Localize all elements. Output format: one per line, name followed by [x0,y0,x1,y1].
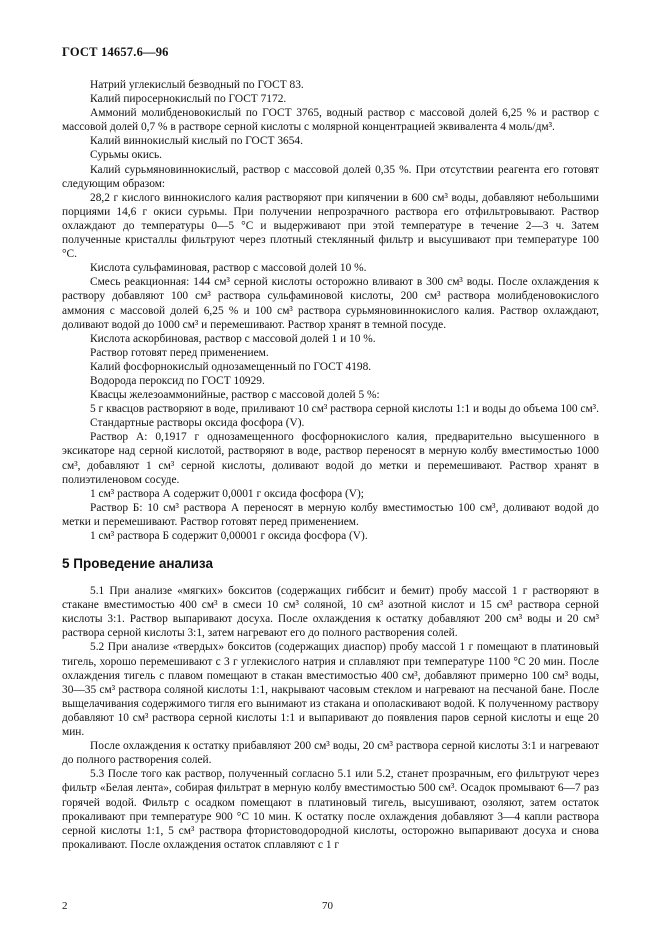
document-header: ГОСТ 14657.6—96 [62,45,169,59]
section-paragraph: 5.3 После того как раствор, полученный согласно 5.1 или 5.2, станет прозрачным, его фильтруют через фильтр «Белая лента», собирая фильтрат в мерную колбу вместимостью 500 см³. Осадок промывают 6—7 раз горячей водой. Фильтр с осадком помещают в платиновый тигель, высушивают, озоляют, затем остаток прокаливают при температуре 900 °С 10 мин. К остатку после охлаждения добавляют 3—4 капли раствора серной кислоты 1:1, 5 см³ раствора фтористоводородной кислоты, осторожно выпаривают досуха и снова прокаливают. После охлаждения остаток сплавляют с 1 г [62,768,599,851]
paragraph: 28,2 г кислого виннокислого калия растворяют при кипячении в 600 см³ воды, добавляют небольшими порциями 14,6 г окиси сурьмы. При получении непрозрачного раствора его отфильтровывают. Раствор охлаждают до температуры 0—5 °С и выдерживают при этой температуре в течение 2—3 ч. Затем полученные кристаллы фильтруют через плотный стеклянный фильтр и высушивают при температуре 100 °С. [62,191,599,261]
paragraph: 1 см³ раствора А содержит 0,0001 г оксида фосфора (V); [90,487,364,500]
paragraph: Сурьмы окись. [90,149,163,162]
paragraph: Смесь реакционная: 144 см³ серной кислоты осторожно вливают в 300 см³ воды. После охлаждения к раствору добавляют 100 см³ раствора сульфаминовой кислоты, 200 см³ раствора молибденовокислого аммония с массовой долей 6,25 % и 100 см³ раствора сурьмяновиннокислого калия. Раствор охлаждают, доливают водой до 1000 см³ и перемешивают. Раствор хранят в темной посуде. [62,276,599,331]
paragraph: Калий виннокислый кислый по ГОСТ 3654. [90,135,303,148]
paragraph: Аммоний молибденовокислый по ГОСТ 3765, водный раствор с массовой долей 6,25 % и раствор с массовой долей 0,7 % в растворе серной кислоты с молярной концентрацией эквивалента 4 моль/дм³. [62,107,599,134]
document-body [62,78,599,852]
paragraph: Раствор Б: 10 см³ раствора А переносят в мерную колбу вместимостью 100 см³, доливают водой до метки и перемешивают. Раствор готовят перед применением. [62,501,599,528]
paragraph: Водорода пероксид по ГОСТ 10929. [90,374,265,387]
paragraph: Калий фосфорнокислый однозамещенный по ГОСТ 4198. [90,360,372,373]
paragraph: 5 г квасцов растворяют в воде, приливают 10 см³ раствора серной кислоты 1:1 и воды до объема 100 см³. [90,403,599,416]
paragraph: Квасцы железоаммонийные, раствор с массовой долей 5 %: [90,389,380,402]
paragraph: Калий пиросернокислый по ГОСТ 7172. [90,93,287,106]
section-paragraph: После охлаждения к остатку прибавляют 200 см³ воды, 20 см³ раствора серной кислоты 3:1 и нагревают до полного растворения солей. [62,740,599,767]
page-number-left: 2 [62,900,68,912]
paragraph: Раствор готовят перед применением. [90,346,269,359]
paragraph: Кислота аскорбиновая, раствор с массовой долей 1 и 10 %. [90,332,376,345]
paragraph: Кислота сульфаминовая, раствор с массовой долей 10 %. [90,262,367,275]
paragraph: 1 см³ раствора Б содержит 0,00001 г оксида фосфора (V). [90,530,368,542]
section-paragraph: 5.1 При анализе «мягких» бокситов (содержащих гиббсит и бемит) пробу массой 1 г растворяют в стакане вместимостью 400 см³ в смеси 10 см³ соляной, 10 см³ азотной кислот и 15 см³ раствора серной кислоты 3:1. Раствор выпаривают досуха. После охлаждения к остатку добавляют 200 см³ воды и 20 см³ раствора серной кислоты 3:1, затем нагревают его до полного растворения солей. [62,585,599,640]
paragraph: Калий сурьмяновиннокислый, раствор с массовой долей 0,35 %. При отсутствии реагента его готовят следующим образом: [62,163,599,190]
paragraph: Натрий углекислый безводный по ГОСТ 83. [90,79,304,91]
section-heading: 5 Проведение анализа [62,556,213,572]
section-paragraph: 5.2 При анализе «твердых» бокситов (содержащих диаспор) пробу массой 1 г помещают в платиновый тигель, хорошо перемешивают с 3 г углекислого натрия и сплавляют при температуре 1100 °С 20 мин. После охлаждения тигель с плавом помещают в стакан вместимостью 400 см³, добавляют примерно 100 см³ воды, 30—35 см³ раствора соляной кислоты 1:1, накрывают часовым стеклом и нагревают на песчаной бане. После выщелачивания содержимого тигля его вынимают из стакана и ополаскивают водой. К полученному раствору добавляют 10 см³ раствора серной кислоты 1:1 и выпаривают до появления паров серной кислоты и еще 20 мин. [62,641,599,739]
paragraph: Раствор А: 0,1917 г однозамещенного фосфорнокислого калия, предварительно высушенного в эксикаторе над серной кислотой, растворяют в воде, раствор переносят в мерную колбу вместимостью 1000 см³, добавляют 1 см³ серной кислоты, доливают водой до метки и перемешивают. Раствор хранят в полиэтиленовом сосуде. [62,431,599,486]
paragraph: Стандартные растворы оксида фосфора (V). [90,417,305,430]
page-number-center: 70 [322,900,333,912]
